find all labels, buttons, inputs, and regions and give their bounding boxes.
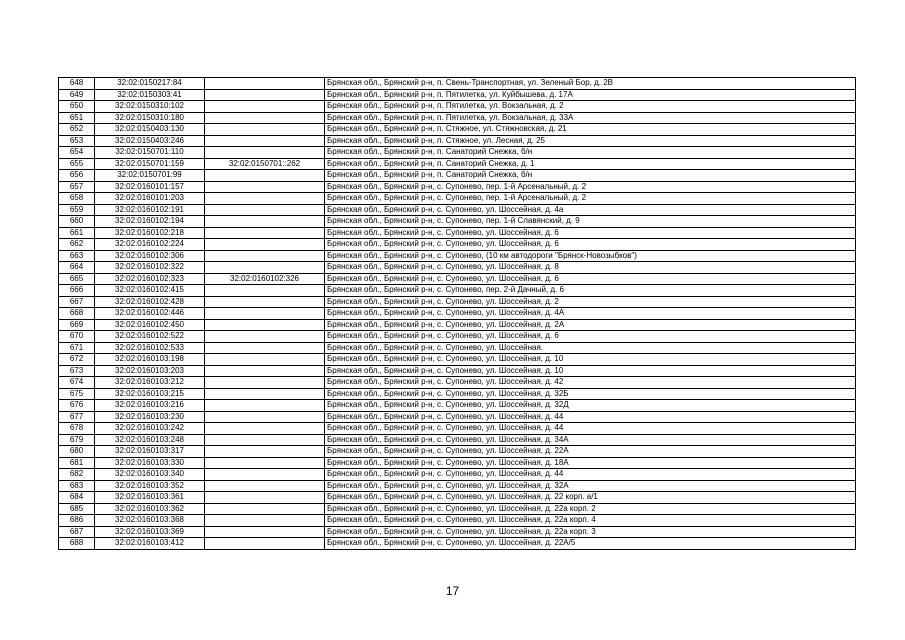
related-cadastral-number-cell — [205, 354, 325, 366]
related-cadastral-number-cell — [205, 308, 325, 320]
cadastral-number-cell: 32:02:0160102:446 — [95, 308, 205, 320]
cadastral-number-cell: 32:02:0160103:248 — [95, 434, 205, 446]
row-number-cell: 666 — [59, 285, 95, 297]
cadastral-number-cell: 32:02:0150701:110 — [95, 147, 205, 159]
address-cell: Брянская обл., Брянский р-н, с. Супонево, ул. Шоссейная, д. 32А — [325, 480, 856, 492]
address-cell: Брянская обл., Брянский р-н, п. Стяжное, ул. Лесная, д. 25 — [325, 135, 856, 147]
cadastral-number-cell: 32:02:0160101:157 — [95, 181, 205, 193]
cadastral-number-cell: 32:02:0150303:41 — [95, 89, 205, 101]
row-number-cell: 680 — [59, 446, 95, 458]
address-cell: Брянская обл., Брянский р-н, с. Супонево, (10 км автодороги "Брянск-Новозыбков") — [325, 250, 856, 262]
related-cadastral-number-cell — [205, 296, 325, 308]
row-number-cell: 663 — [59, 250, 95, 262]
table-row — [59, 434, 856, 446]
row-number-cell: 656 — [59, 170, 95, 182]
cadastral-number-cell: 32:02:0160102:533 — [95, 342, 205, 354]
address-cell: Брянская обл., Брянский р-н, с. Супонево, ул. Шоссейная, д. 8 — [325, 262, 856, 274]
table-row — [59, 388, 856, 400]
property-table-body — [59, 78, 856, 550]
address-cell: Брянская обл., Брянский р-н, п. Санаторий Снежка, б/н — [325, 147, 856, 159]
address-cell: Брянская обл., Брянский р-н, п. Санаторий Снежка, б/н — [325, 170, 856, 182]
table-row — [59, 526, 856, 538]
row-number-cell: 654 — [59, 147, 95, 159]
row-number-cell: 660 — [59, 216, 95, 228]
address-cell: Брянская обл., Брянский р-н, с. Супонево, ул. Шоссейная, д. 2А — [325, 319, 856, 331]
row-number-cell: 667 — [59, 296, 95, 308]
row-number-cell: 672 — [59, 354, 95, 366]
related-cadastral-number-cell — [205, 446, 325, 458]
address-cell: Брянская обл., Брянский р-н, с. Супонево, пер. 2-й Дачный, д. 6 — [325, 285, 856, 297]
row-number-cell: 661 — [59, 227, 95, 239]
table-row — [59, 170, 856, 182]
related-cadastral-number-cell — [205, 193, 325, 205]
cadastral-number-cell: 32:02:0160102:194 — [95, 216, 205, 228]
table-row — [59, 319, 856, 331]
table-row — [59, 342, 856, 354]
table-row — [59, 78, 856, 90]
row-number-cell: 671 — [59, 342, 95, 354]
address-cell: Брянская обл., Брянский р-н, с. Супонево, ул. Шоссейная, д. 44 — [325, 411, 856, 423]
related-cadastral-number-cell — [205, 434, 325, 446]
cadastral-number-cell: 32:02:0160102:428 — [95, 296, 205, 308]
related-cadastral-number-cell — [205, 342, 325, 354]
cadastral-number-cell: 32:02:0160102:322 — [95, 262, 205, 274]
cadastral-number-cell: 32:02:0160103:317 — [95, 446, 205, 458]
table-row — [59, 158, 856, 170]
cadastral-number-cell: 32:02:0160102:218 — [95, 227, 205, 239]
related-cadastral-number-cell — [205, 285, 325, 297]
related-cadastral-number-cell — [205, 319, 325, 331]
row-number-cell: 651 — [59, 112, 95, 124]
related-cadastral-number-cell — [205, 135, 325, 147]
address-cell: Брянская обл., Брянский р-н, с. Супонево, пер. 1-й Арсенальный, д. 2 — [325, 193, 856, 205]
row-number-cell: 665 — [59, 273, 95, 285]
cadastral-number-cell: 32:02:0150217:84 — [95, 78, 205, 90]
address-cell: Брянская обл., Брянский р-н, с. Супонево, ул. Шоссейная, д. 32Д — [325, 400, 856, 412]
table-row — [59, 296, 856, 308]
cadastral-number-cell: 32:02:0160103:212 — [95, 377, 205, 389]
table-row — [59, 181, 856, 193]
cadastral-number-cell: 32:02:0160103:216 — [95, 400, 205, 412]
address-cell: Брянская обл., Брянский р-н, с. Супонево, ул. Шоссейная, д. 42 — [325, 377, 856, 389]
table-row — [59, 365, 856, 377]
table-row — [59, 354, 856, 366]
address-cell: Брянская обл., Брянский р-н, с. Супонево, ул. Шоссейная, д. 4А — [325, 308, 856, 320]
address-cell: Брянская обл., Брянский р-н, с. Супонево, ул. Шоссейная, д. 6 — [325, 331, 856, 343]
address-cell: Брянская обл., Брянский р-н, с. Супонево, ул. Шоссейная, д. 22а корп. 4 — [325, 515, 856, 527]
row-number-cell: 673 — [59, 365, 95, 377]
table-row — [59, 446, 856, 458]
related-cadastral-number-cell — [205, 515, 325, 527]
row-number-cell: 682 — [59, 469, 95, 481]
related-cadastral-number-cell — [205, 331, 325, 343]
cadastral-number-cell: 32:02:0160103:369 — [95, 526, 205, 538]
table-row — [59, 285, 856, 297]
row-number-cell: 659 — [59, 204, 95, 216]
related-cadastral-number-cell — [205, 480, 325, 492]
related-cadastral-number-cell — [205, 526, 325, 538]
table-row — [59, 112, 856, 124]
related-cadastral-number-cell — [205, 181, 325, 193]
table-row — [59, 101, 856, 113]
row-number-cell: 679 — [59, 434, 95, 446]
cadastral-number-cell: 32:02:0160102:191 — [95, 204, 205, 216]
address-cell: Брянская обл., Брянский р-н, с. Супонево, ул. Шоссейная, д. 2 — [325, 296, 856, 308]
cadastral-number-cell: 32:02:0160103:198 — [95, 354, 205, 366]
row-number-cell: 650 — [59, 101, 95, 113]
related-cadastral-number-cell — [205, 411, 325, 423]
row-number-cell: 668 — [59, 308, 95, 320]
related-cadastral-number-cell — [205, 216, 325, 228]
row-number-cell: 681 — [59, 457, 95, 469]
address-cell: Брянская обл., Брянский р-н, с. Супонево, ул. Шоссейная, д. 32Б — [325, 388, 856, 400]
related-cadastral-number-cell — [205, 538, 325, 550]
table-row — [59, 227, 856, 239]
row-number-cell: 652 — [59, 124, 95, 136]
cadastral-number-cell: 32:02:0160102:224 — [95, 239, 205, 251]
address-cell: Брянская обл., Брянский р-н, с. Супонево, ул. Шоссейная, д. 34А — [325, 434, 856, 446]
related-cadastral-number-cell — [205, 147, 325, 159]
related-cadastral-number-cell — [205, 262, 325, 274]
row-number-cell: 662 — [59, 239, 95, 251]
cadastral-number-cell: 32:02:0160101:203 — [95, 193, 205, 205]
table-row — [59, 492, 856, 504]
table-row — [59, 331, 856, 343]
address-cell: Брянская обл., Брянский р-н, с. Супонево, пер. 1-й Арсенальный, д. 2 — [325, 181, 856, 193]
property-table — [58, 77, 856, 550]
table-row — [59, 480, 856, 492]
cadastral-number-cell: 32:02:0160103:412 — [95, 538, 205, 550]
table-row — [59, 216, 856, 228]
related-cadastral-number-cell — [205, 89, 325, 101]
table-row — [59, 457, 856, 469]
row-number-cell: 684 — [59, 492, 95, 504]
related-cadastral-number-cell — [205, 457, 325, 469]
address-cell: Брянская обл., Брянский р-н, с. Супонево, ул. Шоссейная, д. 44 — [325, 469, 856, 481]
address-cell: Брянская обл., Брянский р-н, с. Супонево, ул. Шоссейная, д. 44 — [325, 423, 856, 435]
row-number-cell: 664 — [59, 262, 95, 274]
related-cadastral-number-cell: 32:02:0150701::262 — [205, 158, 325, 170]
address-cell: Брянская обл., Брянский р-н, п. Пятилетка, ул. Вокзальная, д. 33А — [325, 112, 856, 124]
related-cadastral-number-cell — [205, 400, 325, 412]
related-cadastral-number-cell — [205, 423, 325, 435]
related-cadastral-number-cell — [205, 492, 325, 504]
related-cadastral-number-cell — [205, 469, 325, 481]
related-cadastral-number-cell — [205, 124, 325, 136]
row-number-cell: 683 — [59, 480, 95, 492]
row-number-cell: 674 — [59, 377, 95, 389]
address-cell: Брянская обл., Брянский р-н, с. Супонево, ул. Шоссейная, д. 4а — [325, 204, 856, 216]
table-row — [59, 204, 856, 216]
page-number: 17 — [445, 584, 460, 598]
related-cadastral-number-cell — [205, 365, 325, 377]
cadastral-number-cell: 32:02:0160103:215 — [95, 388, 205, 400]
related-cadastral-number-cell — [205, 227, 325, 239]
row-number-cell: 649 — [59, 89, 95, 101]
row-number-cell: 688 — [59, 538, 95, 550]
row-number-cell: 653 — [59, 135, 95, 147]
cadastral-number-cell: 32:02:0160103:230 — [95, 411, 205, 423]
related-cadastral-number-cell — [205, 204, 325, 216]
cadastral-number-cell: 32:02:0160102:522 — [95, 331, 205, 343]
cadastral-number-cell: 32:02:0150310:102 — [95, 101, 205, 113]
table-row — [59, 262, 856, 274]
row-number-cell: 655 — [59, 158, 95, 170]
related-cadastral-number-cell — [205, 388, 325, 400]
row-number-cell: 670 — [59, 331, 95, 343]
cadastral-number-cell: 32:02:0150701:99 — [95, 170, 205, 182]
address-cell: Брянская обл., Брянский р-н, с. Супонево, ул. Шоссейная, д. 6 — [325, 273, 856, 285]
row-number-cell: 676 — [59, 400, 95, 412]
cadastral-number-cell: 32:02:0160102:415 — [95, 285, 205, 297]
row-number-cell: 677 — [59, 411, 95, 423]
row-number-cell: 686 — [59, 515, 95, 527]
row-number-cell: 675 — [59, 388, 95, 400]
cadastral-number-cell: 32:02:0160103:362 — [95, 503, 205, 515]
address-cell: Брянская обл., Брянский р-н, с. Супонево, ул. Шоссейная, д. 6 — [325, 239, 856, 251]
cadastral-number-cell: 32:02:0160103:361 — [95, 492, 205, 504]
address-cell: Брянская обл., Брянский р-н, с. Супонево, ул. Шоссейная. — [325, 342, 856, 354]
table-row — [59, 423, 856, 435]
related-cadastral-number-cell: 32:02:0160102:326 — [205, 273, 325, 285]
related-cadastral-number-cell — [205, 239, 325, 251]
cadastral-number-cell: 32:02:0160102:306 — [95, 250, 205, 262]
related-cadastral-number-cell — [205, 112, 325, 124]
cadastral-number-cell: 32:02:0150310:180 — [95, 112, 205, 124]
cadastral-number-cell: 32:02:0150701:159 — [95, 158, 205, 170]
row-number-cell: 687 — [59, 526, 95, 538]
address-cell: Брянская обл., Брянский р-н, п. Пятилетка, ул. Вокзальная, д. 2 — [325, 101, 856, 113]
table-row — [59, 193, 856, 205]
row-number-cell: 657 — [59, 181, 95, 193]
table-row — [59, 273, 856, 285]
row-number-cell: 669 — [59, 319, 95, 331]
table-row — [59, 250, 856, 262]
table-row — [59, 503, 856, 515]
address-cell: Брянская обл., Брянский р-н, с. Супонево, ул. Шоссейная, д. 22А/5 — [325, 538, 856, 550]
table-row — [59, 147, 856, 159]
cadastral-number-cell: 32:02:0160103:352 — [95, 480, 205, 492]
table-row — [59, 469, 856, 481]
address-cell: Брянская обл., Брянский р-н, п. Стяжное, ул. Стяжновская, д. 21 — [325, 124, 856, 136]
table-row — [59, 515, 856, 527]
cadastral-number-cell: 32:02:0160103:340 — [95, 469, 205, 481]
related-cadastral-number-cell — [205, 170, 325, 182]
cadastral-number-cell: 32:02:0160103:330 — [95, 457, 205, 469]
cadastral-number-cell: 32:02:0150403:246 — [95, 135, 205, 147]
address-cell: Брянская обл., Брянский р-н, с. Супонево, ул. Шоссейная, д. 22а корп. 3 — [325, 526, 856, 538]
address-cell: Брянская обл., Брянский р-н, с. Супонево, пер. 1-й Славянский, д. 9 — [325, 216, 856, 228]
related-cadastral-number-cell — [205, 377, 325, 389]
address-cell: Брянская обл., Брянский р-н, п. Пятилетка, ул. Куйбышева, д. 17А — [325, 89, 856, 101]
row-number-cell: 678 — [59, 423, 95, 435]
table-row — [59, 377, 856, 389]
cadastral-number-cell: 32:02:0160103:368 — [95, 515, 205, 527]
cadastral-number-cell: 32:02:0160102:450 — [95, 319, 205, 331]
address-cell: Брянская обл., Брянский р-н, с. Супонево, ул. Шоссейная, д. 22 корп. а/1 — [325, 492, 856, 504]
table-row — [59, 239, 856, 251]
address-cell: Брянская обл., Брянский р-н, с. Супонево, ул. Шоссейная, д. 22а корп. 2 — [325, 503, 856, 515]
related-cadastral-number-cell — [205, 78, 325, 90]
table-row — [59, 89, 856, 101]
address-cell: Брянская обл., Брянский р-н, с. Супонево, ул. Шоссейная, д. 6 — [325, 227, 856, 239]
address-cell: Брянская обл., Брянский р-н, с. Супонево, ул. Шоссейная, д. 10 — [325, 354, 856, 366]
related-cadastral-number-cell — [205, 250, 325, 262]
table-row — [59, 124, 856, 136]
cadastral-number-cell: 32:02:0160103:203 — [95, 365, 205, 377]
related-cadastral-number-cell — [205, 503, 325, 515]
cadastral-number-cell: 32:02:0160102:323 — [95, 273, 205, 285]
cadastral-number-cell: 32:02:0150403:130 — [95, 124, 205, 136]
table-row — [59, 308, 856, 320]
address-cell: Брянская обл., Брянский р-н, с. Супонево, ул. Шоссейная, д. 18А — [325, 457, 856, 469]
address-cell: Брянская обл., Брянский р-н, п. Санаторий Снежка, д. 1 — [325, 158, 856, 170]
related-cadastral-number-cell — [205, 101, 325, 113]
cadastral-number-cell: 32:02:0160103:242 — [95, 423, 205, 435]
address-cell: Брянская обл., Брянский р-н, с. Супонево, ул. Шоссейная, д. 10 — [325, 365, 856, 377]
table-row — [59, 135, 856, 147]
row-number-cell: 648 — [59, 78, 95, 90]
address-cell: Брянская обл., Брянский р-н, с. Супонево, ул. Шоссейная, д. 22А — [325, 446, 856, 458]
row-number-cell: 658 — [59, 193, 95, 205]
row-number-cell: 685 — [59, 503, 95, 515]
table-row — [59, 400, 856, 412]
table-row — [59, 538, 856, 550]
address-cell: Брянская обл., Брянский р-н, п. Свень-Транспортная, ул. Зеленый Бор, д. 2В — [325, 78, 856, 90]
table-row — [59, 411, 856, 423]
